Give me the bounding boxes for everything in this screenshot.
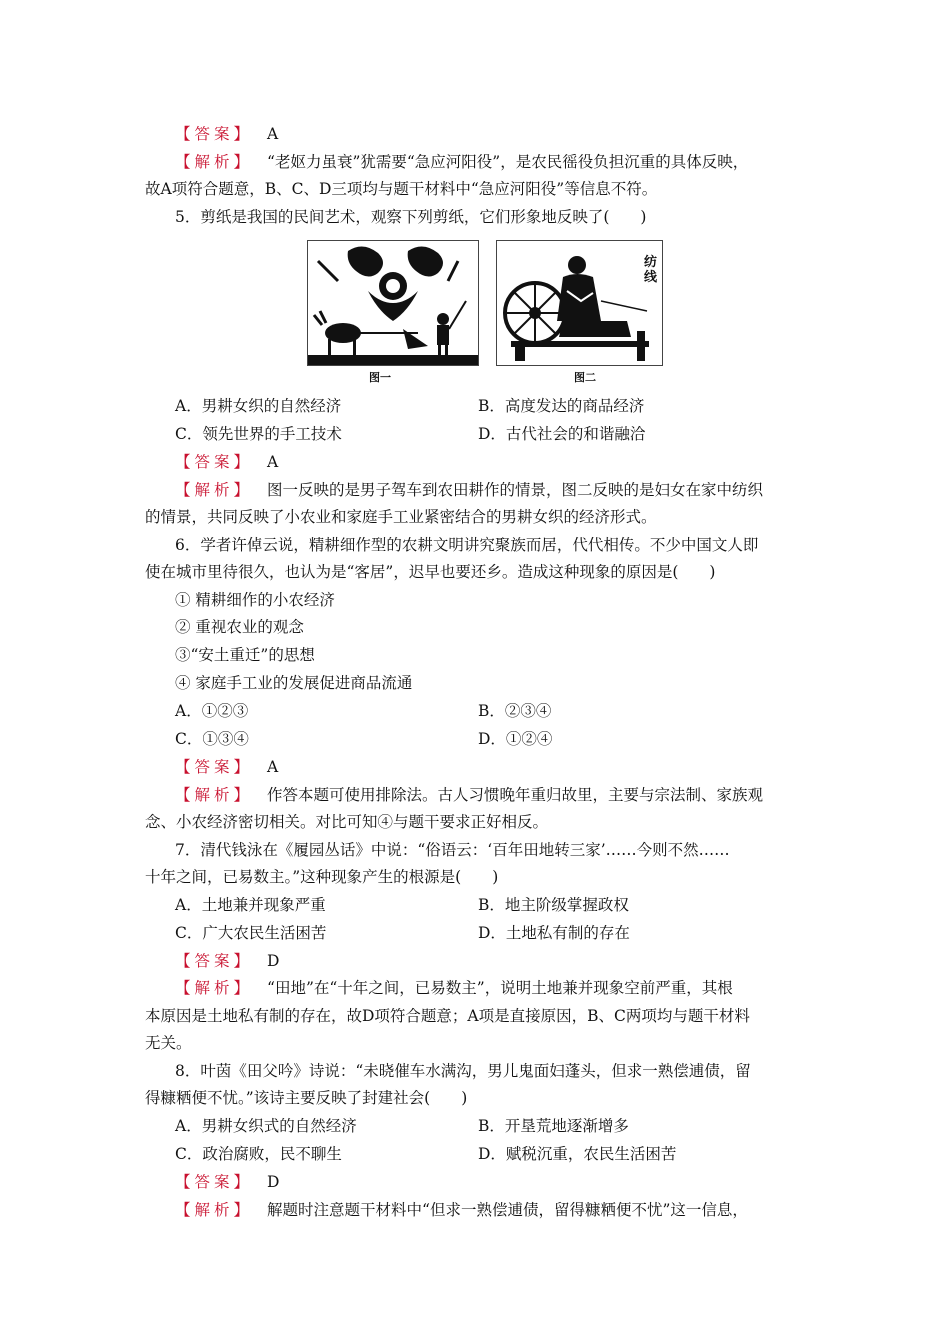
q5-analysis-line-1 — [175, 480, 845, 500]
q5-option-d: D．古代社会的和谐融洽 — [478, 425, 646, 443]
answer-value: A — [267, 453, 279, 471]
q7-stem-line-2: 十年之间，已易数主。”这种现象产生的根源是( ) — [145, 868, 499, 886]
analysis-tag: 【解析】 — [175, 979, 254, 997]
q6-analysis-line-2: 念、小农经济密切相关。对比可知④与题干要求正好相反。 — [145, 813, 549, 831]
q7-stem-line-1: 7．清代钱泳在《履园丛话》中说：“俗语云：‘百年田地转三家’……今则不然…… — [175, 841, 730, 859]
analysis-text: 作答本题可使用排除法。古人习惯晚年重归故里，主要与宗法制、家族观 — [267, 786, 764, 804]
q5-option-c: C．领先世界的手工技术 — [175, 425, 342, 443]
papercut-spinning-image — [497, 241, 662, 365]
q7-option-d: D．土地私有制的存在 — [478, 924, 630, 942]
answer-tag: 【答案】 — [175, 952, 254, 970]
analysis-text: 图一反映的是男子驾车到农田耕作的情景，图二反映的是妇女在家中纺织 — [267, 481, 764, 499]
figure-two-caption: 图二 — [574, 371, 596, 384]
q5-analysis-line-2: 的情景，共同反映了小农业和家庭手工业紧密结合的男耕女织的经济形式。 — [145, 508, 657, 526]
q8-option-c: C．政治腐败，民不聊生 — [175, 1145, 342, 1163]
q4-analysis-line-2: 故A项符合题意，B、C、D三项均与题干材料中“急应河阳役”等信息不符。 — [145, 180, 658, 198]
analysis-tag: 【解析】 — [175, 1201, 254, 1219]
spinning-label: 纺线 — [644, 255, 658, 285]
q6-stem-line-1: 6．学者许倬云说，精耕细作型的农耕文明讲究聚族而居，代代相传。不少中国文人即 — [175, 536, 759, 554]
q6-answer-line — [175, 757, 845, 777]
figure-one-papercut — [307, 240, 479, 366]
answer-value: D — [267, 1173, 280, 1191]
analysis-text: “田地”在“十年之间，已易数主”，说明土地兼并现象空前严重，其根 — [267, 979, 733, 997]
q8-analysis-line-1 — [175, 1200, 845, 1220]
q4-analysis-line-1 — [175, 152, 845, 172]
answer-tag: 【答案】 — [175, 1173, 254, 1191]
q6-item-4: ④ 家庭手工业的发展促进商品流通 — [175, 674, 413, 692]
q8-option-a: A．男耕女织式的自然经济 — [175, 1117, 357, 1135]
q8-answer-line — [175, 1172, 845, 1192]
q6-item-1: ① 精耕细作的小农经济 — [175, 591, 335, 609]
answer-tag: 【答案】 — [175, 453, 254, 471]
q7-option-a: A．土地兼并现象严重 — [175, 896, 326, 914]
q8-option-d: D．赋税沉重，农民生活困苦 — [478, 1145, 677, 1163]
q6-item-2: ② 重视农业的观念 — [175, 618, 304, 636]
q7-analysis-line-2: 本原因是土地私有制的存在，故D项符合题意；A项是直接原因，B、C两项均与题干材料 — [145, 1007, 750, 1025]
q5-stem: 5．剪纸是我国的民间艺术，观察下列剪纸，它们形象地反映了( ) — [175, 208, 647, 226]
answer-tag: 【答案】 — [175, 758, 254, 776]
analysis-text: 解题时注意题干材料中“但求一熟偿逋债，留得糠粞便不忧”这一信息， — [267, 1201, 748, 1219]
answer-tag: 【答案】 — [175, 125, 254, 143]
analysis-tag: 【解析】 — [175, 153, 254, 171]
q8-stem-line-1: 8．叶茵《田父吟》诗说：“未晓催车水满沟，男儿鬼面妇蓬头，但求一熟偿逋债，留 — [175, 1062, 751, 1080]
figure-two-papercut — [496, 240, 663, 366]
q6-option-d: D．①②④ — [478, 730, 553, 748]
q4-answer-line — [175, 124, 845, 144]
q8-option-b: B．开垦荒地逐渐增多 — [478, 1117, 629, 1135]
q5-answer-line — [175, 452, 845, 472]
q5-option-b: B．高度发达的商品经济 — [478, 397, 645, 415]
q7-analysis-line-1 — [175, 978, 845, 998]
q6-option-b: B．②③④ — [478, 702, 552, 720]
q7-option-b: B．地主阶级掌握政权 — [478, 896, 629, 914]
q6-option-a: A．①②③ — [175, 702, 249, 720]
q7-analysis-line-3: 无关。 — [145, 1034, 192, 1052]
analysis-tag: 【解析】 — [175, 481, 254, 499]
analysis-tag: 【解析】 — [175, 786, 254, 804]
answer-value: A — [267, 758, 279, 776]
q6-stem-line-2: 使在城市里待很久，也认为是“客居”，迟早也要还乡。造成这种现象的原因是( ) — [145, 563, 716, 581]
analysis-text: “老妪力虽衰”犹需要“急应河阳役”，是农民徭役负担沉重的具体反映， — [267, 153, 749, 171]
figure-one-caption: 图一 — [369, 371, 391, 384]
answer-value: A — [267, 125, 279, 143]
q8-stem-line-2: 得糠粞便不忧。”该诗主要反映了封建社会( ) — [145, 1089, 468, 1107]
q6-analysis-line-1 — [175, 785, 845, 805]
papercut-farming-image — [308, 241, 478, 365]
q6-option-c: C．①③④ — [175, 730, 249, 748]
answer-value: D — [267, 952, 280, 970]
q5-option-a: A．男耕女织的自然经济 — [175, 397, 342, 415]
q7-answer-line — [175, 951, 845, 971]
q7-option-c: C．广大农民生活困苦 — [175, 924, 327, 942]
q6-item-3: ③“安土重迁”的思想 — [175, 646, 315, 664]
